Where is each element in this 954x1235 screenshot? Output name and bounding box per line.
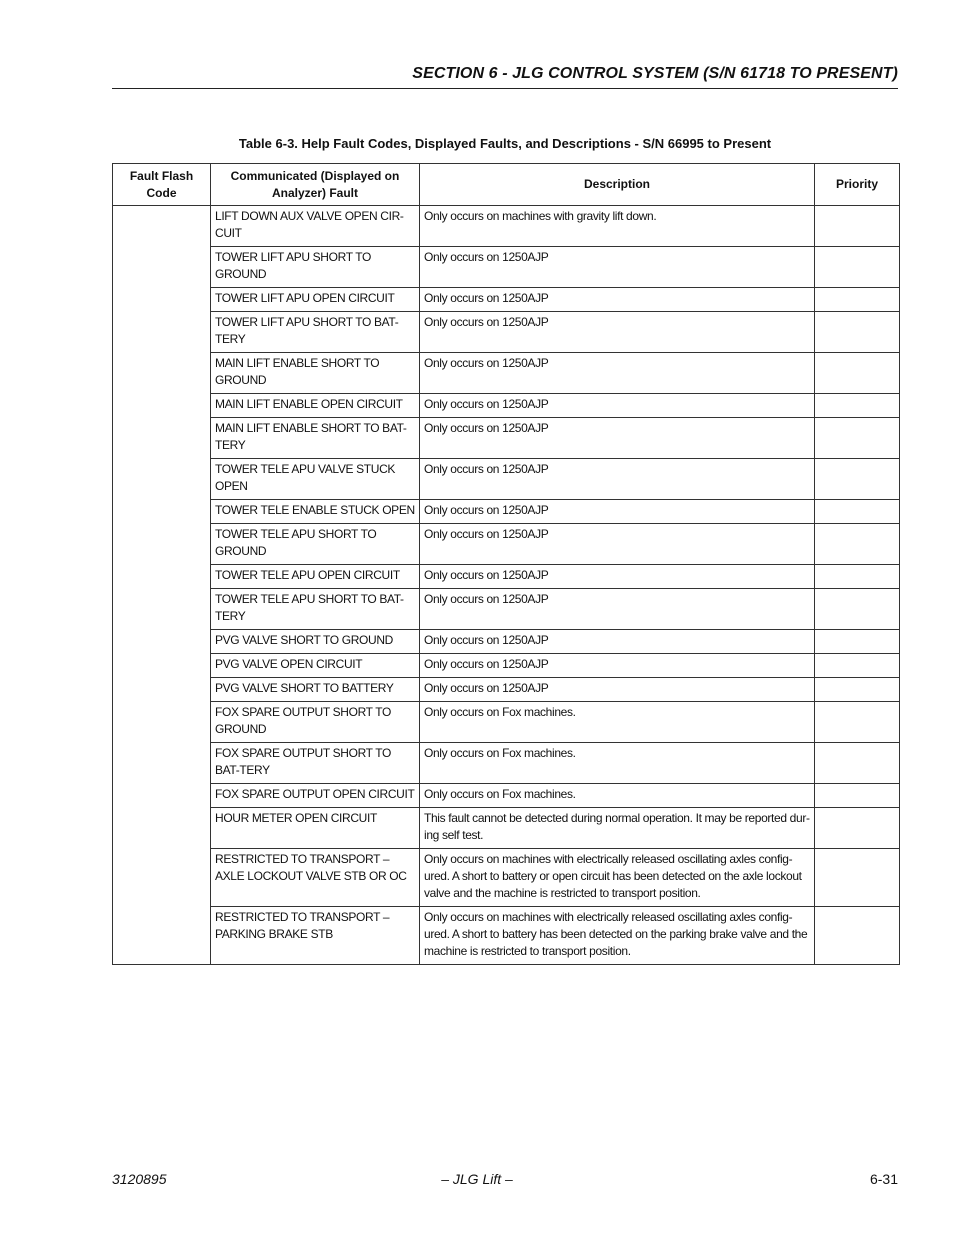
fault-name-cell: TOWER LIFT APU OPEN CIRCUIT — [211, 288, 420, 312]
fault-name-cell: HOUR METER OPEN CIRCUIT — [211, 808, 420, 849]
fault-name-cell: TOWER LIFT APU SHORT TO BAT-TERY — [211, 312, 420, 353]
fault-description-cell: Only occurs on 1250AJP — [420, 247, 815, 288]
table-title: Table 6-3. Help Fault Codes, Displayed Faults, and Descriptions - S/N 66995 to Present — [238, 136, 772, 151]
fault-name-cell: LIFT DOWN AUX VALVE OPEN CIR-CUIT — [211, 206, 420, 247]
fault-description-cell: Only occurs on 1250AJP — [420, 312, 815, 353]
table-row — [113, 418, 900, 459]
fault-name-cell: PVG VALVE SHORT TO BATTERY — [211, 678, 420, 702]
fault-name-cell: RESTRICTED TO TRANSPORT – PARKING BRAKE STB — [211, 907, 420, 965]
fault-name-cell: PVG VALVE SHORT TO GROUND — [211, 630, 420, 654]
priority-cell — [815, 206, 900, 247]
fault-name-cell: PVG VALVE OPEN CIRCUIT — [211, 654, 420, 678]
fault-code-cell — [113, 206, 211, 965]
fault-name-cell: MAIN LIFT ENABLE SHORT TO GROUND — [211, 353, 420, 394]
priority-cell — [815, 353, 900, 394]
table-row — [113, 907, 900, 965]
priority-cell — [815, 394, 900, 418]
table-row — [113, 784, 900, 808]
table-row — [113, 288, 900, 312]
priority-cell — [815, 784, 900, 808]
fault-name-cell: TOWER TELE ENABLE STUCK OPEN — [211, 500, 420, 524]
table-body — [113, 206, 900, 965]
table-row — [113, 743, 900, 784]
table-row — [113, 394, 900, 418]
table-row — [113, 678, 900, 702]
priority-cell — [815, 418, 900, 459]
priority-cell — [815, 630, 900, 654]
table-row — [113, 702, 900, 743]
fault-name-cell: FOX SPARE OUTPUT SHORT TO GROUND — [211, 702, 420, 743]
column-header-code: Fault Flash Code — [113, 164, 211, 206]
table-row — [113, 654, 900, 678]
fault-name-cell: FOX SPARE OUTPUT OPEN CIRCUIT — [211, 784, 420, 808]
priority-cell — [815, 907, 900, 965]
fault-name-cell: TOWER TELE APU OPEN CIRCUIT — [211, 565, 420, 589]
table-row — [113, 312, 900, 353]
priority-cell — [815, 500, 900, 524]
table-row — [113, 247, 900, 288]
priority-cell — [815, 808, 900, 849]
table-row — [113, 630, 900, 654]
priority-cell — [815, 678, 900, 702]
document-number: 3120895 — [112, 1171, 167, 1187]
table-row — [113, 849, 900, 907]
fault-description-cell: Only occurs on 1250AJP — [420, 394, 815, 418]
priority-cell — [815, 565, 900, 589]
fault-description-cell: Only occurs on 1250AJP — [420, 654, 815, 678]
fault-description-cell: Only occurs on Fox machines. — [420, 702, 815, 743]
fault-name-cell: TOWER LIFT APU SHORT TO GROUND — [211, 247, 420, 288]
column-header-fault: Communicated (Displayed on Analyzer) Fault — [211, 164, 420, 206]
fault-description-cell: Only occurs on 1250AJP — [420, 524, 815, 565]
fault-codes-table — [112, 163, 900, 965]
table-row — [113, 206, 900, 247]
priority-cell — [815, 524, 900, 565]
column-header-description: Description — [420, 164, 815, 206]
fault-description-cell: Only occurs on Fox machines. — [420, 743, 815, 784]
fault-description-cell: Only occurs on 1250AJP — [420, 500, 815, 524]
priority-cell — [815, 702, 900, 743]
fault-name-cell: TOWER TELE APU SHORT TO GROUND — [211, 524, 420, 565]
fault-description-cell: This fault cannot be detected during normal operation. It may be reported dur-ing self test. — [420, 808, 815, 849]
fault-name-cell: RESTRICTED TO TRANSPORT – AXLE LOCKOUT VALVE STB OR OC — [211, 849, 420, 907]
header-divider — [112, 88, 898, 89]
priority-cell — [815, 288, 900, 312]
table-row — [113, 524, 900, 565]
fault-description-cell: Only occurs on 1250AJP — [420, 565, 815, 589]
fault-name-cell: FOX SPARE OUTPUT SHORT TO BAT-TERY — [211, 743, 420, 784]
table-row — [113, 589, 900, 630]
priority-cell — [815, 743, 900, 784]
fault-description-cell: Only occurs on machines with electrically released oscillating axles config-ured. A short to battery has been detected on the parking brake valve and the machine is restricted to transport position. — [420, 907, 815, 965]
table-header-row — [113, 164, 900, 206]
fault-description-cell: Only occurs on 1250AJP — [420, 459, 815, 500]
fault-description-cell: Only occurs on machines with gravity lift down. — [420, 206, 815, 247]
fault-name-cell: MAIN LIFT ENABLE SHORT TO BAT-TERY — [211, 418, 420, 459]
fault-description-cell: Only occurs on machines with electrically released oscillating axles config-ured. A short to battery or open circuit has been detected on the axle lockout valve and the machine is restricted to transport position. — [420, 849, 815, 907]
table-row — [113, 459, 900, 500]
priority-cell — [815, 247, 900, 288]
column-header-priority: Priority — [815, 164, 900, 206]
page-number: 6-31 — [869, 1171, 898, 1187]
fault-description-cell: Only occurs on 1250AJP — [420, 678, 815, 702]
fault-name-cell: TOWER TELE APU VALVE STUCK OPEN — [211, 459, 420, 500]
priority-cell — [815, 589, 900, 630]
priority-cell — [815, 849, 900, 907]
publisher-name: – JLG Lift – — [441, 1171, 513, 1187]
table-row — [113, 565, 900, 589]
table-row — [113, 353, 900, 394]
fault-description-cell: Only occurs on 1250AJP — [420, 418, 815, 459]
section-title: SECTION 6 - JLG CONTROL SYSTEM (S/N 61718 TO PRESENT) — [412, 65, 898, 82]
fault-description-cell: Only occurs on 1250AJP — [420, 353, 815, 394]
priority-cell — [815, 459, 900, 500]
priority-cell — [815, 654, 900, 678]
table-row — [113, 500, 900, 524]
table-row — [113, 808, 900, 849]
fault-name-cell: MAIN LIFT ENABLE OPEN CIRCUIT — [211, 394, 420, 418]
fault-description-cell: Only occurs on 1250AJP — [420, 288, 815, 312]
fault-name-cell: TOWER TELE APU SHORT TO BAT-TERY — [211, 589, 420, 630]
fault-description-cell: Only occurs on Fox machines. — [420, 784, 815, 808]
priority-cell — [815, 312, 900, 353]
fault-description-cell: Only occurs on 1250AJP — [420, 630, 815, 654]
fault-description-cell: Only occurs on 1250AJP — [420, 589, 815, 630]
